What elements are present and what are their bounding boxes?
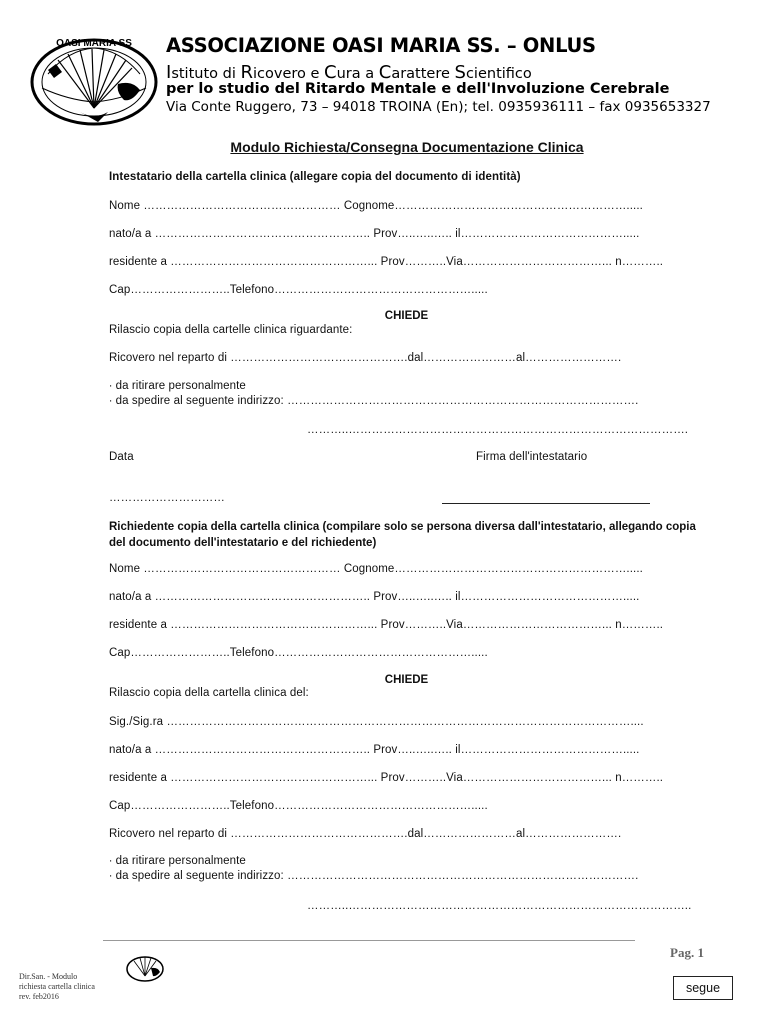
s1-ricovero-field[interactable]: Ricovero nel reparto di ……………………………………….dal……………………al……………………. <box>109 352 622 364</box>
footer-divider <box>103 940 635 941</box>
s2-cap-telefono-field-2[interactable]: Cap……………………..Telefono……………………………………………..... <box>109 800 488 812</box>
s2-ricovero-field[interactable]: Ricovero nel reparto di ……………………………………….dal……………………al……………………. <box>109 828 622 840</box>
s1-chiede: CHIEDE <box>384 310 429 322</box>
page-number: Pag. 1 <box>670 945 704 960</box>
s1-residente-field[interactable]: residente a ……………………………………………... Prov………..Via………………………………... n……….. <box>109 256 664 268</box>
org-address: Via Conte Ruggero, 73 – 94018 TROINA (En); tel. 0935936111 – fax 0935653327 <box>166 99 711 115</box>
section2-heading: Richiedente copia della cartella clinica (compilare solo se persona diversa dall'intestatario, allegando copia del documento dell'intestatario e del richiedente) <box>109 521 696 549</box>
s2-nome-cognome-field[interactable]: Nome …………………………………………… Cognome……………………………………………………..... <box>109 563 643 575</box>
footer-note: Dir.San. - Modulo richiesta cartella clinica rev. feb2016 <box>19 972 95 1001</box>
s1-cap-telefono-field[interactable]: Cap……………………..Telefono……………………………………………..... <box>109 284 488 296</box>
s1-address-continuation[interactable]: ………..……………………………………………………………………………. <box>307 424 689 436</box>
org-subtitle: Istituto di Ricovero e Cura a Carattere Scientifico <box>166 62 532 83</box>
segue-button[interactable]: segue <box>673 976 733 1000</box>
org-subtitle-2: per lo studio del Ritardo Mentale e dell'Involuzione Cerebrale <box>166 81 670 97</box>
s1-firma-label: Firma dell'intestatario <box>476 451 588 463</box>
s2-sig-field[interactable]: Sig./Sig.ra ………………………………………………………………………………………………………….... <box>109 716 644 728</box>
s2-nato-field[interactable]: nato/a a ……………………………………………….. Prov…..…..….. il……………………………………..... <box>109 591 640 603</box>
s1-option-ritiro[interactable]: ∙ da ritirare personalmente <box>109 380 246 392</box>
s1-data-label: Data <box>109 451 134 463</box>
s1-rilascio-label: Rilascio copia della cartelle clinica riguardante: <box>109 324 353 336</box>
s1-nato-field[interactable]: nato/a a ……………………………………………….. Prov…..…..….. il……………………………………..... <box>109 228 640 240</box>
s2-option-spedizione[interactable]: ∙ da spedire al seguente indirizzo: ………………………………………………………………………………. <box>109 870 639 882</box>
oasi-maria-logo <box>28 30 160 130</box>
footer-logo-icon <box>125 952 165 986</box>
s2-nato-field-2[interactable]: nato/a a ……………………………………………….. Prov…..…..….. il……………………………………..... <box>109 744 640 756</box>
s1-nome-cognome-field[interactable]: Nome …………………………………………… Cognome……………………………………………………..... <box>109 200 643 212</box>
s2-address-continuation[interactable]: ………..…………………………………………………………………………….. <box>307 900 692 912</box>
s2-cap-telefono-field[interactable]: Cap……………………..Telefono……………………………………………..... <box>109 647 488 659</box>
s2-option-ritiro[interactable]: ∙ da ritirare personalmente <box>109 855 246 867</box>
s1-data-field[interactable]: ………………………… <box>109 492 225 504</box>
s2-chiede: CHIEDE <box>384 674 429 686</box>
section1-heading: Intestatario della cartella clinica (allegare copia del documento di identità) <box>109 171 521 183</box>
form-title: Modulo Richiesta/Consegna Documentazione Clinica <box>230 139 584 155</box>
s1-option-spedizione[interactable]: ∙ da spedire al seguente indirizzo: ………………………………………………………………………………. <box>109 395 639 407</box>
s2-residente-field-2[interactable]: residente a ……………………………………………... Prov………..Via………………………………... n……….. <box>109 772 664 784</box>
org-title: ASSOCIAZIONE OASI MARIA SS. – ONLUS <box>166 34 596 57</box>
s2-rilascio-label: Rilascio copia della cartella clinica del: <box>109 687 309 699</box>
s2-residente-field[interactable]: residente a ……………………………………………... Prov………..Via………………………………... n……….. <box>109 619 664 631</box>
s1-signature-line[interactable] <box>442 494 650 504</box>
logo-text: OASI MARIA SS <box>56 38 132 49</box>
